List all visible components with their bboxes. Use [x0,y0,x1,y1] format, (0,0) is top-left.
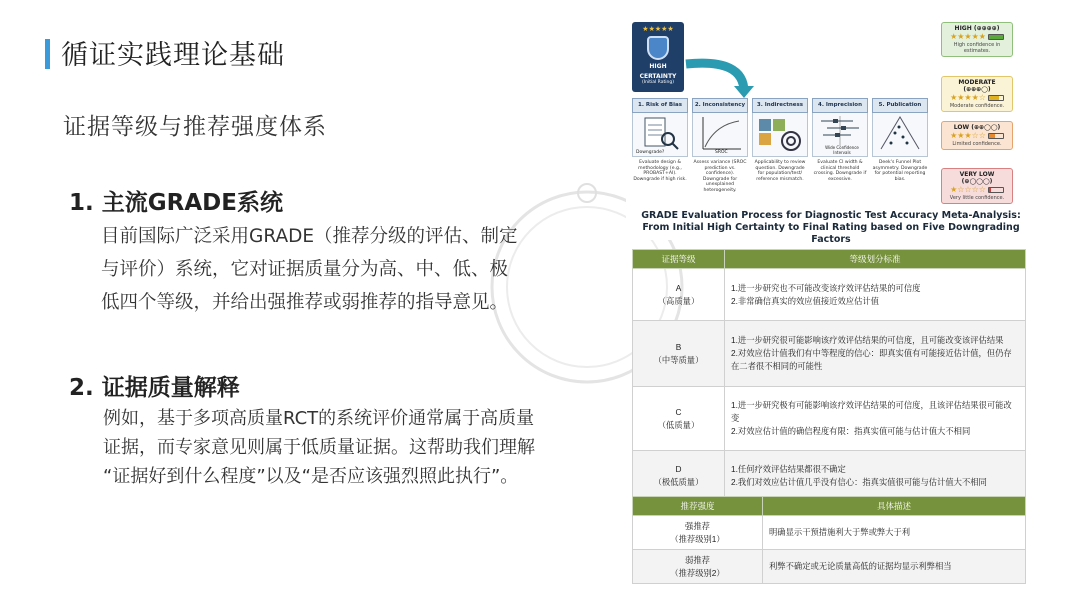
grade-cell: D （极低质量） [633,451,725,501]
caption-line2: From Initial High Certainty to Final Rating based on Five Downgrading Factors [642,222,1020,245]
battery-icon [988,34,1004,40]
step-publication-bias [872,98,928,208]
table-header-row [633,497,1026,516]
description-cell: 明确显示干预措施利大于弊或弊大于利 [763,516,1026,550]
step-text: Evaluate CI width & clinical threshold crossing. Downgrade if excessive. [813,160,867,182]
rating-low [941,121,1013,150]
high-certainty-line1: HIGH [649,63,667,70]
table-row [633,321,1026,387]
rating-desc: Moderate confidence. [949,103,1005,109]
table-header: 等级划分标准 [725,250,1026,269]
high-certainty-box [632,22,684,92]
title-accent-bar [45,39,50,69]
downgrade-tag: Downgrade? [636,150,665,155]
section1-body [101,220,611,319]
page-subtitle: 证据等级与推荐强度体系 [63,114,327,140]
section1-line: 与评价）系统，它对证据质量分为高、中、低、极 [101,259,509,280]
step-text: Applicability to review question. Downgrade for population/test/ reference mismatch. [754,160,806,182]
step-inconsistency [692,98,748,208]
puzzle-target-icon [752,113,808,157]
grade-cell: C （低质量） [633,387,725,451]
diagram-caption [626,210,1036,246]
star-rating-icon: ★☆☆☆☆ [945,185,1009,195]
star-rating-icon: ★★★★☆ [945,93,1009,103]
rating-moderate [941,76,1013,112]
table-row [633,269,1026,321]
section1-line: 低四个等级，并给出强推荐或弱推荐的指导意见。 [101,292,509,313]
criteria-cell: 1.任何疗效评估结果都很不确定 2.我们对效应估计值几乎没有信心：指真实值很可能与估计值大不相同 [725,451,1026,501]
section1-line: 目前国际广泛采用GRADE（推荐分级的评估、制定 [101,226,518,247]
strength-cell: 强推荐 （推荐级别1） [633,516,763,550]
step-text: Deek's Funnel Plot asymmetry. Downgrade for potential reporting bias. [872,160,928,182]
strength-cell: 弱推荐 （推荐级别2） [633,550,763,584]
step-head: 2. Inconsistency [692,98,748,113]
table-header: 推荐强度 [633,497,763,516]
description-cell: 利弊不确定或无论质量高低的证据均显示利弊相当 [763,550,1026,584]
step-head: 4. Imprecision [812,98,868,113]
caption-line1: GRADE Evaluation Process for Diagnostic Test Accuracy Meta-Analysis: [641,210,1021,221]
criteria-cell: 1.进一步研究很可能影响该疗效评估结果的可信度，且可能改变该评估结果 2.对效应估计值我们有中等程度的信心：即真实值有可能接近估计值，但仍存在二者很不相同的可能性 [725,321,1026,387]
high-certainty-line2: CERTAINTY [639,73,677,80]
section2-line: 证据，而专家意见则属于低质量证据。这帮助我们理解 [103,437,535,458]
sroc-plot-icon [692,113,748,157]
page-title: 循证实践理论基础 [61,40,285,71]
step-imprecision [812,98,868,208]
funnel-plot-icon [872,113,928,157]
battery-icon [988,95,1004,101]
star-rating-icon: ★★★☆☆ [945,131,1009,141]
clipboard-icon [632,113,688,157]
battery-icon [988,187,1004,193]
section1-heading: 1. 主流GRADE系统 [69,190,283,216]
forest-plot-icon [812,113,868,157]
step-text: Assess variance (SROC prediction vs. confidence). Downgrade for unexplained heterogeneity. [693,160,747,193]
section2-line: “证据好到什么程度”以及“是否应该强烈照此执行”。 [103,466,519,487]
section2-line: 例如，基于多项高质量RCT的系统评价通常属于高质量 [103,408,535,429]
rating-title: LOW (⊕⊕◯◯) [953,124,1001,131]
sroc-tag: SROC [715,150,728,155]
rating-title: VERY LOW (⊕◯◯◯) [959,171,995,185]
table-row [633,387,1026,451]
star-rating-icon: ★★★★★ [642,25,674,33]
grade-cell: B （中等质量） [633,321,725,387]
step-head: 5. Publication [872,98,928,113]
rating-very-low [941,168,1013,204]
star-rating-icon: ★★★★★ [945,32,1009,42]
curved-arrow-icon [684,48,754,98]
section2-body [103,404,613,491]
step-risk-of-bias [632,98,688,208]
rating-desc: Limited confidence. [952,141,1002,147]
rating-title: MODERATE (⊕⊕⊕◯) [958,79,996,93]
table-header: 证据等级 [633,250,725,269]
recommendation-strength-table [632,496,1026,584]
table-header-row [633,250,1026,269]
rating-desc: Very little confidence. [949,195,1005,201]
step-head: 1. Risk of Bias [632,98,688,113]
grade-cell: A （高质量） [633,269,725,321]
battery-icon [988,133,1004,139]
step-head: 3. Indirectness [752,98,808,113]
high-certainty-line3: (Initial Rating) [642,80,674,85]
grade-process-diagram [626,18,1036,245]
criteria-cell: 1.进一步研究极有可能影响该疗效评估结果的可信度，且该评估结果很可能改变 2.对效应估计值的确信程度有限：指真实值可能与估计值大不相同 [725,387,1026,451]
shield-icon [647,36,669,60]
evidence-grade-table [632,249,1026,501]
criteria-cell: 1.进一步研究也不可能改变该疗效评估结果的可信度 2.非常确信真实的效应值接近效应估计值 [725,269,1026,321]
step-indirectness [752,98,808,208]
ci-tag: Wide Confidence Intervals [825,145,859,155]
table-header: 具体描述 [763,497,1026,516]
rating-desc: High confidence in estimates. [953,42,1001,54]
step-text: Evaluate design & methodology (e.g., PROBAST+AI). Downgrade if high risk. [633,160,687,182]
rating-high [941,22,1013,57]
table-row [633,550,1026,584]
table-row [633,451,1026,501]
rating-title: HIGH (⊕⊕⊕⊕) [954,25,1000,32]
table-row [633,516,1026,550]
section2-heading: 2. 证据质量解释 [69,375,240,401]
